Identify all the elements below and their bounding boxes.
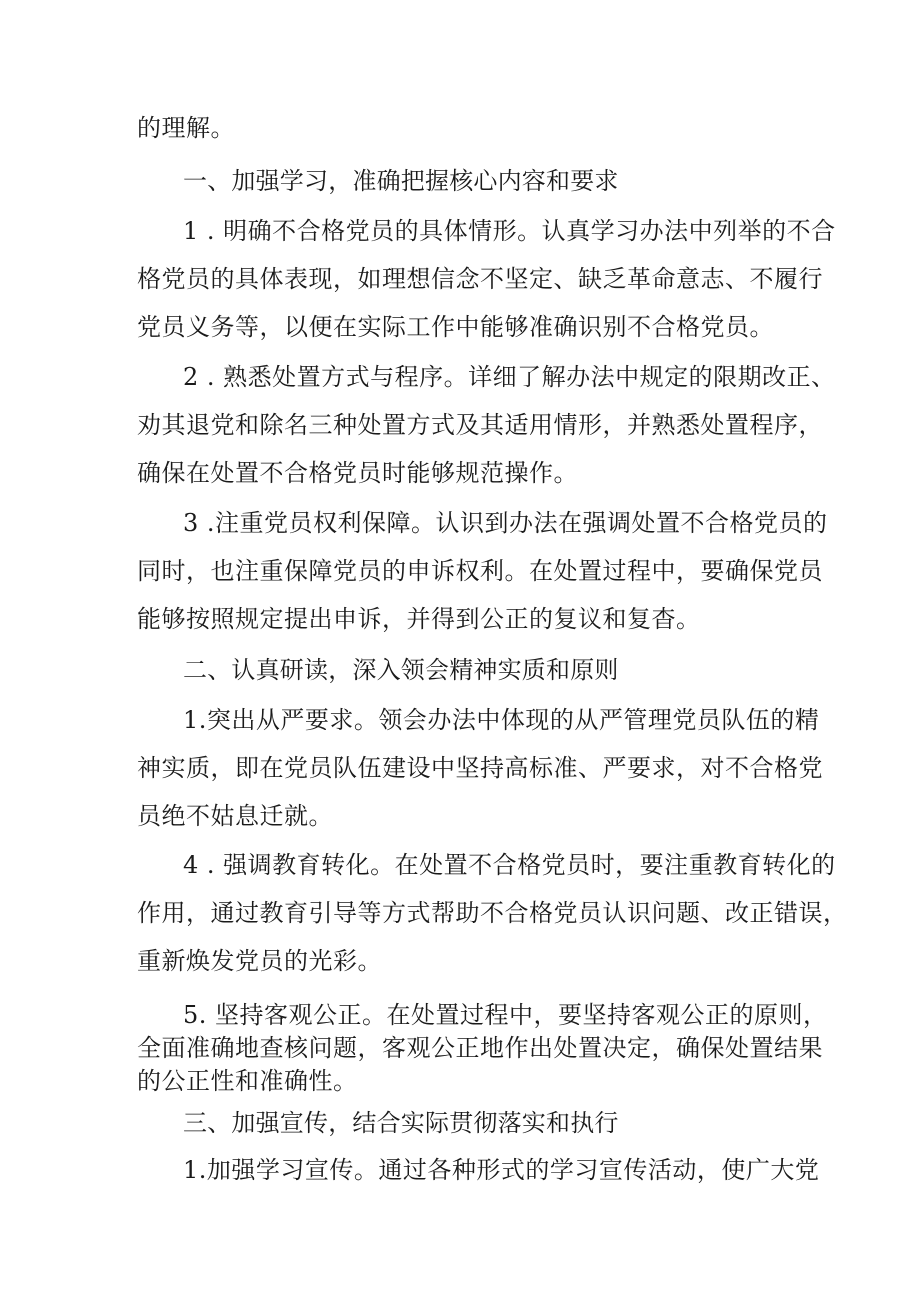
paragraph-line: 的理解。: [137, 114, 235, 142]
paragraph-line: 1.加强学习宣传。通过各种形式的学习宣传活动，使广大党: [183, 1156, 820, 1184]
paragraph-line: 5. 坚持客观公正。在处置过程中，要坚持客观公正的原则，: [183, 1001, 828, 1029]
paragraph-line: 格党员的具体表现，如理想信念不坚定、缺乏革命意志、不履行: [137, 265, 823, 293]
section-heading-2: 二、认真研读，深入领会精神实质和原则: [183, 656, 619, 684]
paragraph-line: 的公正性和准确性。: [137, 1067, 358, 1095]
paragraph-line: 同时，也注重保障党员的申诉权利。在处置过程中，要确保党员: [137, 557, 823, 585]
paragraph-line: 劝其退党和除名三种处置方式及其适用情形，并熟悉处置程序，: [137, 411, 823, 439]
paragraph-line: 重新焕发党员的光彩。: [137, 947, 382, 975]
paragraph-line: 1 . 明确不合格党员的具体情形。认真学习办法中列举的不合: [183, 217, 836, 245]
paragraph-line: 作用，通过教育引导等方式帮助不合格党员认识问题、改正错误，: [137, 899, 848, 927]
paragraph-line: 全面准确地查核问题，客观公正地作出处置决定，确保处置结果: [137, 1034, 823, 1062]
paragraph-line: 神实质，即在党员队伍建设中坚持高标准、严要求，对不合格党: [137, 754, 823, 782]
paragraph-line: 1.突出从严要求。领会办法中体现的从严管理党员队伍的精: [183, 706, 820, 734]
paragraph-line: 员绝不姑息迁就。: [137, 802, 333, 830]
paragraph-line: 党员义务等，以便在实际工作中能够准确识别不合格党员。: [137, 313, 774, 341]
paragraph-line: 4 . 强调教育转化。在处置不合格党员时，要注重教育转化的: [183, 851, 836, 879]
section-heading-1: 一、加强学习，准确把握核心内容和要求: [183, 167, 619, 195]
paragraph-line: 2 . 熟悉处置方式与程序。详细了解办法中规定的限期改正、: [183, 363, 836, 391]
paragraph-line: 3 .注重党员权利保障。认识到办法在强调处置不合格党员的: [183, 509, 828, 537]
section-heading-3: 三、加强宣传，结合实际贯彻落实和执行: [183, 1109, 619, 1137]
paragraph-line: 能够按照规定提出申诉，并得到公正的复议和复杳。: [137, 605, 701, 633]
paragraph-line: 确保在处置不合格党员时能够规范操作。: [137, 459, 578, 487]
